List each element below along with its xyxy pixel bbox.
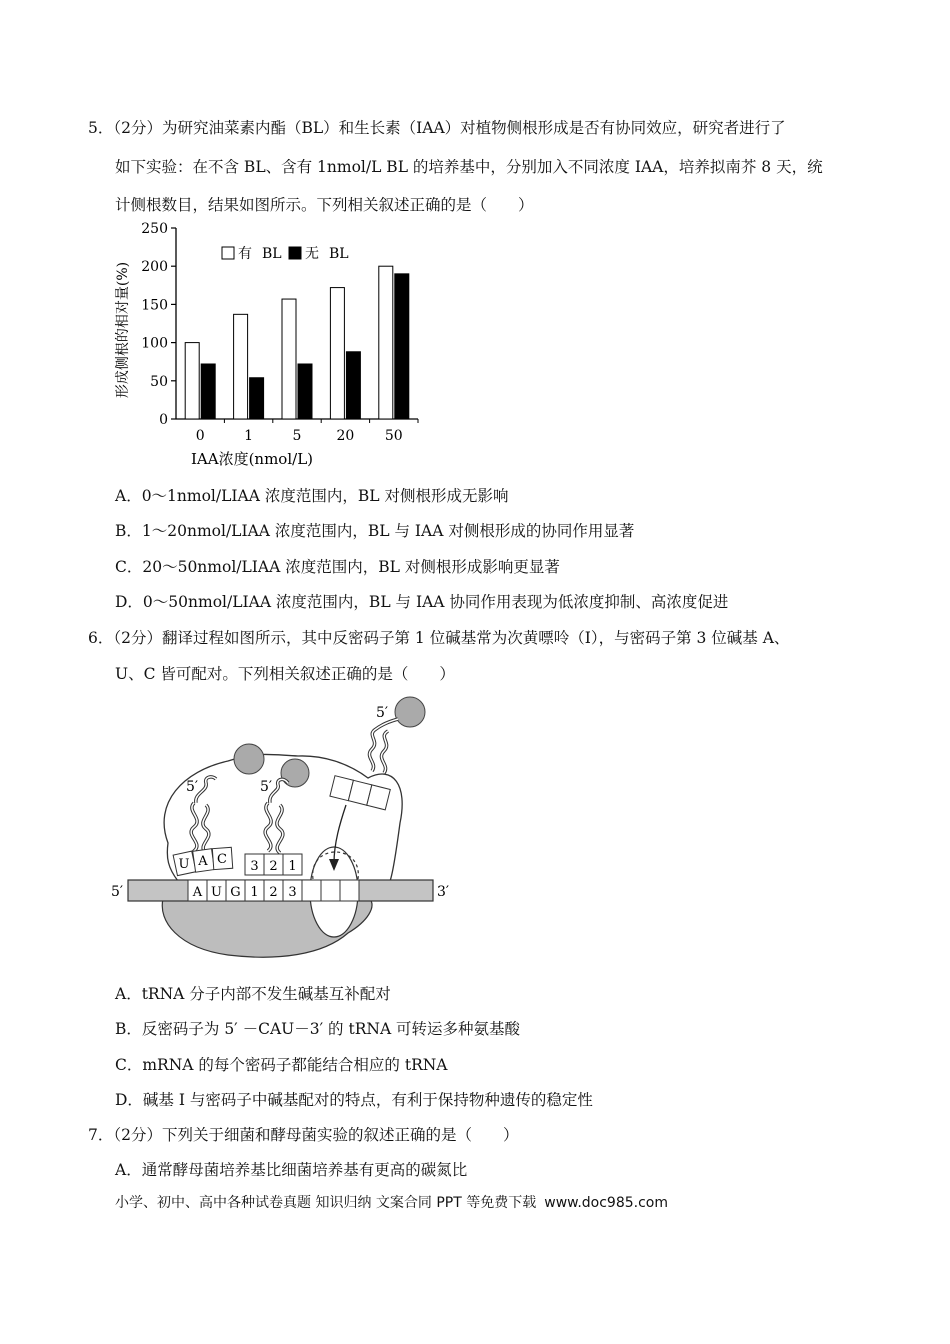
translation-diagram bbox=[108, 693, 453, 968]
legend-label-bl-1: BL bbox=[262, 246, 282, 262]
bar-without-bl-0 bbox=[201, 364, 215, 419]
amino-acid-2 bbox=[281, 759, 309, 787]
anticodon-1-base-3: C bbox=[217, 852, 227, 867]
legend-swatch-without-bl bbox=[289, 247, 301, 259]
bar-without-bl-20 bbox=[346, 352, 360, 419]
trna-2-5-prime: 5′ bbox=[260, 779, 273, 795]
y-tick-label: 100 bbox=[141, 335, 168, 352]
lateral-root-bar-chart bbox=[80, 218, 430, 473]
codon-base-1: A bbox=[192, 885, 203, 900]
q7-stem-line1: 7．（2分）下列关于细菌和酵母菌实验的叙述正确的是（ ） bbox=[88, 1126, 519, 1144]
q6-option-d: D．碱基 I 与密码子中碱基配对的特点，有利于保持物种遗传的稳定性 bbox=[115, 1091, 593, 1109]
anticodon-1-base-1: U bbox=[178, 857, 190, 872]
codon-base-6: 3 bbox=[288, 885, 297, 900]
x-tick-label: 20 bbox=[336, 428, 355, 444]
q7-option-a: A．通常酵母菌培养基比细菌培养基有更高的碳氮比 bbox=[115, 1161, 468, 1179]
footer-text: 小学、初中、高中各种试卷真题 知识归纳 文案合同 PPT 等免费下载 bbox=[115, 1195, 537, 1211]
y-tick-label: 250 bbox=[141, 221, 168, 237]
bar-without-bl-5 bbox=[298, 364, 312, 419]
anticodon-1-base-2: A bbox=[198, 854, 208, 869]
anticodon-2-base-3: 1 bbox=[288, 859, 297, 874]
chart-legend bbox=[222, 246, 349, 262]
q6-option-a: A．tRNA 分子内部不发生碱基互补配对 bbox=[115, 985, 391, 1003]
q6-stem-line2: U、C 皆可配对。下列相关叙述正确的是（ ） bbox=[115, 665, 455, 683]
q5-option-c: C．20～50nmol/LIAA 浓度范围内，BL 对侧根形成影响更显著 bbox=[115, 558, 560, 576]
footer-url[interactable]: www.doc985.com bbox=[544, 1195, 668, 1211]
bar-without-bl-1 bbox=[250, 378, 264, 419]
codon-base-2: U bbox=[211, 885, 222, 900]
q5-stem-line2: 如下实验：在不含 BL、含有 1nmol/L BL 的培养基中，分别加入不同浓度 IAA，培养拟南芥 8 天，统 bbox=[115, 158, 823, 176]
mrna-codons bbox=[188, 880, 359, 901]
y-tick-label: 150 bbox=[141, 297, 168, 314]
x-tick-label: 50 bbox=[384, 428, 403, 444]
anticodon-2-base-2: 2 bbox=[269, 859, 278, 874]
x-tick-label: 0 bbox=[195, 428, 205, 444]
anticodon-2-base-1: 3 bbox=[250, 859, 259, 874]
codon-base-4: 1 bbox=[250, 885, 259, 900]
q5-option-d: D．0～50nmol/LIAA 浓度范围内，BL 与 IAA 协同作用表现为低浓度抑制、高浓度促进 bbox=[115, 593, 729, 611]
amino-acid-1 bbox=[234, 744, 264, 774]
amino-acid-3 bbox=[395, 697, 425, 727]
legend-label-without: 无 bbox=[305, 246, 319, 262]
q6-option-c: C．mRNA 的每个密码子都能结合相应的 tRNA bbox=[115, 1056, 448, 1074]
bar-with-bl-5 bbox=[282, 299, 296, 419]
bar-with-bl-50 bbox=[379, 266, 393, 419]
q5-option-b: B．1～20nmol/LIAA 浓度范围内，BL 与 IAA 对侧根形成的协同作用显著 bbox=[115, 522, 635, 540]
legend-swatch-with-bl bbox=[222, 247, 234, 259]
mrna-3-prime-label: 3′ bbox=[437, 884, 450, 900]
page-footer bbox=[115, 1192, 668, 1212]
legend-label-bl-2: BL bbox=[329, 246, 349, 262]
trna-3-incoming bbox=[330, 697, 425, 810]
q5-stem-line1: 5．（2分）为研究油菜素内酯（BL）和生长素（IAA）对植物侧根形成是否有协同效应，研究者进行了 bbox=[88, 119, 786, 137]
trna-3-5-prime: 5′ bbox=[376, 705, 389, 721]
q6-option-b: B．反密码子为 5′ －CAU－3′ 的 tRNA 可转运多种氨基酸 bbox=[115, 1020, 521, 1038]
q5-stem-line3: 计侧根数目，结果如图所示。下列相关叙述正确的是（ ） bbox=[115, 196, 534, 214]
y-tick-label: 0 bbox=[159, 412, 168, 428]
y-tick-label: 200 bbox=[141, 259, 168, 276]
bar-with-bl-0 bbox=[185, 343, 199, 419]
chart-y-axis-label: 形成侧根的相对量(%) bbox=[115, 261, 131, 399]
codon-base-3: G bbox=[230, 885, 241, 900]
x-tick-label: 1 bbox=[244, 428, 254, 444]
chart-bars bbox=[185, 266, 409, 419]
mrna-5-prime-label: 5′ bbox=[111, 884, 124, 900]
codon-base-5: 2 bbox=[269, 885, 278, 900]
chart-x-axis-label: IAA浓度(nmol/L) bbox=[190, 450, 314, 468]
bar-without-bl-50 bbox=[395, 274, 409, 419]
q5-option-a: A．0～1nmol/LIAA 浓度范围内，BL 对侧根形成无影响 bbox=[115, 487, 509, 505]
trna-1-5-prime: 5′ bbox=[186, 779, 199, 795]
bar-with-bl-1 bbox=[234, 314, 248, 419]
legend-label-with: 有 bbox=[238, 246, 252, 262]
q6-stem-line1: 6．（2分）翻译过程如图所示，其中反密码子第 1 位碱基常为次黄嘌呤（I），与密码子第 3 位碱基 A、 bbox=[88, 629, 790, 647]
bar-with-bl-20 bbox=[330, 288, 344, 419]
x-tick-label: 5 bbox=[292, 428, 302, 444]
y-tick-label: 50 bbox=[150, 373, 168, 390]
